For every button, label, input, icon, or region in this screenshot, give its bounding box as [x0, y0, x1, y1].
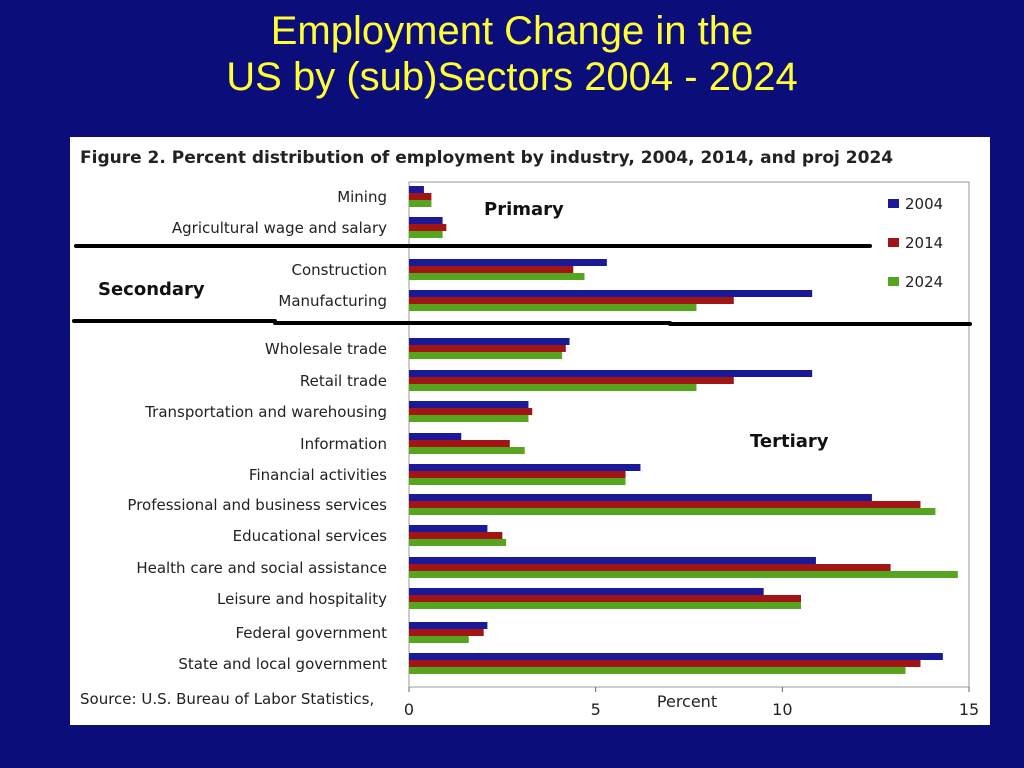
bar-2024-1: [409, 231, 443, 238]
bar-2024-7: [409, 447, 525, 454]
bar-2014-10: [409, 532, 502, 539]
bar-2014-2: [409, 266, 573, 273]
bar-2004-10: [409, 525, 487, 532]
x-tick-label: 5: [590, 700, 601, 719]
bar-2014-5: [409, 377, 734, 384]
category-label: Financial activities: [248, 466, 387, 484]
bar-2024-0: [409, 200, 431, 207]
category-label: Educational services: [232, 527, 387, 545]
bar-2004-7: [409, 433, 461, 440]
bar-2014-3: [409, 297, 734, 304]
category-label: Leisure and hospitality: [217, 590, 387, 608]
category-label: State and local government: [178, 655, 387, 673]
legend-swatch-2004: [888, 199, 899, 208]
bar-2014-0: [409, 193, 431, 200]
bar-2024-11: [409, 571, 958, 578]
bar-2024-3: [409, 304, 696, 311]
bar-2004-3: [409, 290, 812, 297]
bar-2014-6: [409, 408, 532, 415]
x-tick-label: 10: [772, 700, 793, 719]
slide-title-line-1: Employment Change in the: [270, 9, 754, 53]
category-label: Manufacturing: [278, 292, 387, 310]
bar-chart: [70, 137, 990, 725]
bar-2024-13: [409, 636, 469, 643]
bar-2014-11: [409, 564, 891, 571]
category-label: Agricultural wage and salary: [171, 219, 387, 237]
bar-2024-6: [409, 415, 528, 422]
category-label: Professional and business services: [127, 496, 387, 514]
slide-title: [0, 8, 1024, 100]
chart-title: Figure 2. Percent distribution of employment by industry, 2004, 2014, and proj 2024: [80, 148, 894, 168]
category-label: Wholesale trade: [264, 340, 387, 358]
legend-label-2024: 2024: [905, 273, 944, 291]
bar-2014-12: [409, 595, 801, 602]
bar-2024-9: [409, 508, 935, 515]
bar-2014-8: [409, 471, 626, 478]
category-label: Health care and social assistance: [136, 559, 387, 577]
bar-2014-7: [409, 440, 510, 447]
category-label: Federal government: [235, 624, 387, 642]
legend-swatch-2024: [888, 277, 899, 286]
chart-figure: [70, 137, 990, 725]
bar-2014-1: [409, 224, 446, 231]
bar-2024-4: [409, 352, 562, 359]
x-tick-label: 0: [403, 700, 415, 719]
annotation-tertiary: Tertiary: [750, 431, 829, 452]
x-tick-label: 15: [958, 700, 980, 719]
bar-2014-9: [409, 501, 920, 508]
category-label: Construction: [291, 261, 387, 279]
bar-2024-14: [409, 667, 906, 674]
bar-2004-12: [409, 588, 764, 595]
bar-2004-0: [409, 186, 424, 193]
plot-frame: [409, 182, 969, 687]
bar-2014-13: [409, 629, 484, 636]
bar-2004-13: [409, 622, 487, 629]
bar-2024-10: [409, 539, 506, 546]
bar-2004-11: [409, 557, 816, 564]
category-label: Information: [300, 435, 387, 453]
bar-2004-14: [409, 653, 943, 660]
bar-2024-2: [409, 273, 584, 280]
x-axis-label: Percent: [656, 692, 718, 711]
annotation-primary: Primary: [484, 199, 564, 220]
bar-2004-8: [409, 464, 640, 471]
slide-title-line-2: US by (sub)Sectors 2004 - 2024: [226, 55, 798, 99]
category-label: Retail trade: [299, 372, 387, 390]
bar-2004-5: [409, 370, 812, 377]
bar-2004-4: [409, 338, 570, 345]
bar-2024-8: [409, 478, 626, 485]
legend-label-2004: 2004: [905, 195, 944, 213]
bar-2014-14: [409, 660, 920, 667]
divider-secondary-tertiary: [74, 321, 970, 324]
bar-2024-5: [409, 384, 696, 391]
bar-2014-4: [409, 345, 566, 352]
bar-2004-9: [409, 494, 872, 501]
bar-2004-6: [409, 401, 528, 408]
source-note: Source: U.S. Bureau of Labor Statistics,: [80, 690, 375, 708]
category-label: Mining: [337, 188, 387, 206]
bar-2004-2: [409, 259, 607, 266]
bar-2024-12: [409, 602, 801, 609]
bar-2004-1: [409, 217, 443, 224]
category-label: Transportation and warehousing: [145, 403, 387, 421]
annotation-secondary: Secondary: [98, 279, 205, 300]
legend-label-2014: 2014: [905, 234, 944, 252]
legend-swatch-2014: [888, 238, 899, 247]
